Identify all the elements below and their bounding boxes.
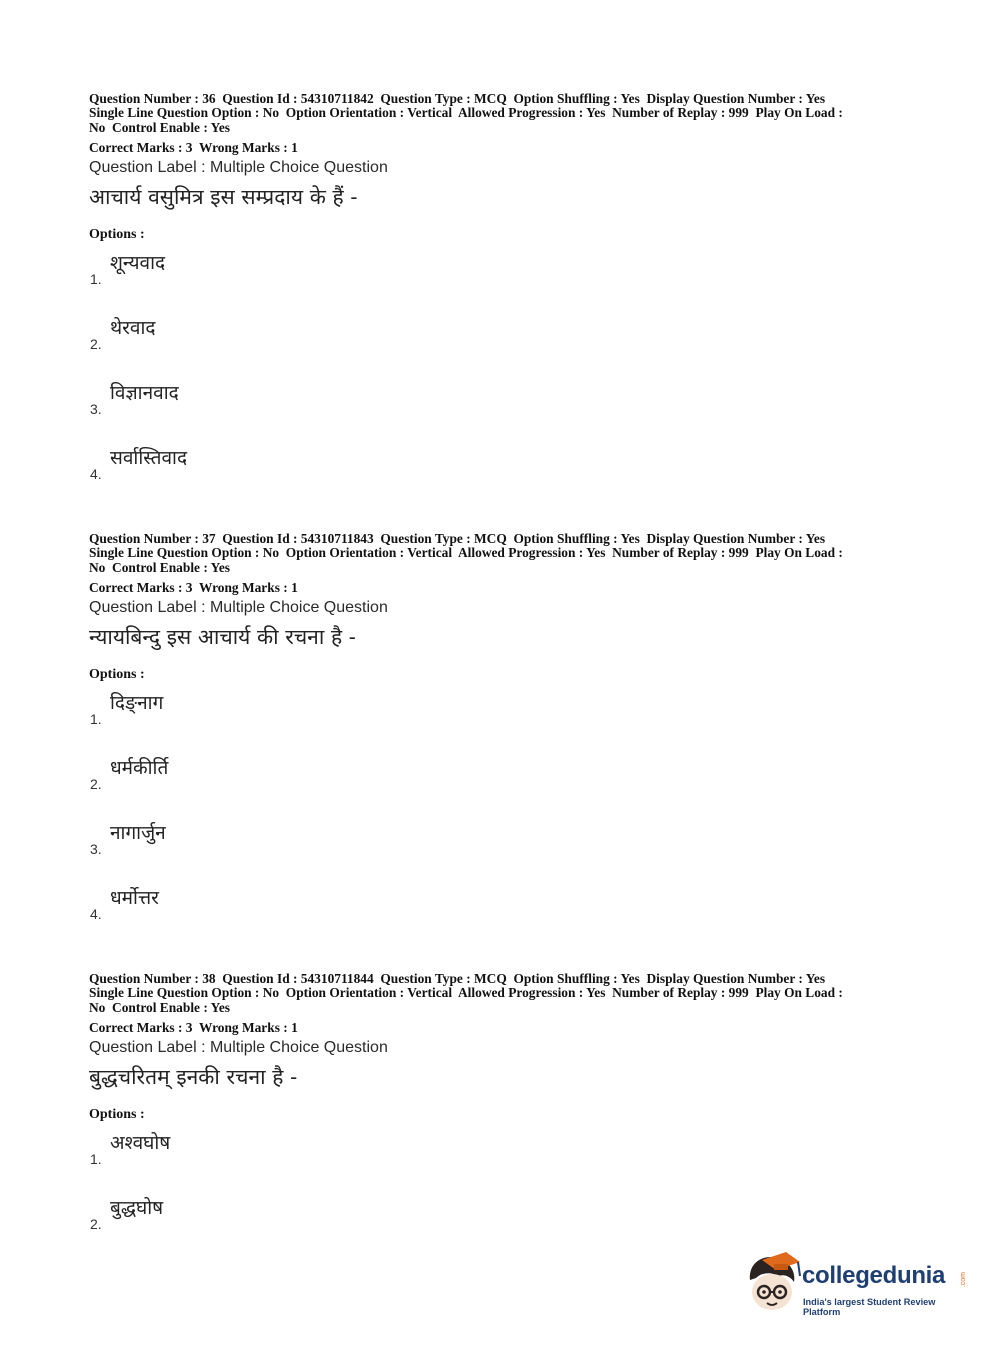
options-heading: Options :	[89, 667, 145, 683]
meta-line: Single Line Question Option : No Option Orientation : Vertical Allowed Progression : Yes Number of Replay : 999 Play On Load :	[89, 105, 843, 121]
question-block-38	[89, 972, 919, 1253]
option-number: 2.	[90, 1216, 102, 1233]
option-item	[89, 683, 919, 748]
meta-line: No Control Enable : Yes	[89, 559, 230, 575]
option-text: धर्मकीर्ति	[110, 757, 169, 780]
meta-line: No Control Enable : Yes	[89, 999, 230, 1015]
meta-line: Single Line Question Option : No Option Orientation : Vertical Allowed Progression : Yes Number of Replay : 999 Play On Load :	[89, 985, 843, 1001]
option-number: 3.	[90, 841, 102, 858]
option-item	[89, 243, 919, 308]
option-text: शून्यवाद	[110, 252, 166, 275]
meta-line: No Control Enable : Yes	[89, 119, 230, 135]
option-item	[89, 1123, 919, 1188]
options-heading: Options :	[89, 1107, 145, 1123]
option-number: 4.	[90, 906, 102, 923]
option-number: 2.	[90, 776, 102, 793]
question-block-36	[89, 92, 919, 503]
options-list	[89, 1123, 919, 1253]
option-item	[89, 308, 919, 373]
option-item	[89, 813, 919, 878]
option-text: अश्वघोष	[110, 1132, 171, 1155]
question-label: Question Label : Multiple Choice Question	[89, 599, 388, 617]
option-number: 1.	[90, 1151, 102, 1168]
options-list	[89, 683, 919, 943]
meta-line: Single Line Question Option : No Option Orientation : Vertical Allowed Progression : Yes Number of Replay : 999 Play On Load :	[89, 545, 843, 561]
question-meta	[89, 972, 919, 1015]
option-item	[89, 438, 919, 503]
options-list	[89, 243, 919, 503]
option-number: 1.	[90, 711, 102, 728]
meta-line: Question Number : 37 Question Id : 54310711843 Question Type : MCQ Option Shuffling : Yes Display Question Number : Yes	[89, 531, 826, 546]
logo-com: .com	[960, 1272, 967, 1288]
option-number: 1.	[90, 271, 102, 288]
option-text: बुद्धघोष	[110, 1197, 164, 1220]
option-number: 3.	[90, 401, 102, 418]
question-meta	[89, 92, 919, 135]
option-item	[89, 1188, 919, 1253]
question-label: Question Label : Multiple Choice Question	[89, 1039, 388, 1057]
option-number: 4.	[90, 466, 102, 483]
option-text: विज्ञानवाद	[110, 382, 179, 405]
options-heading: Options :	[89, 227, 145, 243]
option-text: सर्वास्तिवाद	[110, 447, 188, 470]
option-text: थेरवाद	[110, 317, 156, 340]
meta-line: Question Number : 38 Question Id : 54310711844 Question Type : MCQ Option Shuffling : Yes Display Question Number : Yes	[89, 971, 826, 986]
marks-line: Correct Marks : 3 Wrong Marks : 1	[89, 580, 298, 596]
question-text: न्यायबिन्दु इस आचार्य की रचना है -	[89, 625, 356, 650]
collegedunia-logo	[742, 1250, 972, 1320]
question-meta	[89, 532, 919, 575]
option-item	[89, 748, 919, 813]
mascot-icon	[742, 1250, 804, 1320]
option-text: धर्मोत्तर	[110, 887, 159, 910]
option-number: 2.	[90, 336, 102, 353]
marks-line: Correct Marks : 3 Wrong Marks : 1	[89, 140, 298, 156]
option-item	[89, 878, 919, 943]
logo-name: collegedunia	[802, 1262, 946, 1289]
marks-line: Correct Marks : 3 Wrong Marks : 1	[89, 1020, 298, 1036]
question-text: आचार्य वसुमित्र इस सम्प्रदाय के हैं -	[89, 185, 358, 210]
question-text: बुद्धचरितम् इनकी रचना है -	[89, 1065, 298, 1090]
question-label: Question Label : Multiple Choice Question	[89, 159, 388, 177]
question-block-37	[89, 532, 919, 943]
meta-line: Question Number : 36 Question Id : 54310711842 Question Type : MCQ Option Shuffling : Yes Display Question Number : Yes	[89, 91, 826, 106]
option-item	[89, 373, 919, 438]
option-text: दिङ्नाग	[110, 692, 164, 715]
option-text: नागार्जुन	[110, 822, 166, 845]
logo-tagline: India's largest Student Review Platform	[803, 1297, 936, 1317]
